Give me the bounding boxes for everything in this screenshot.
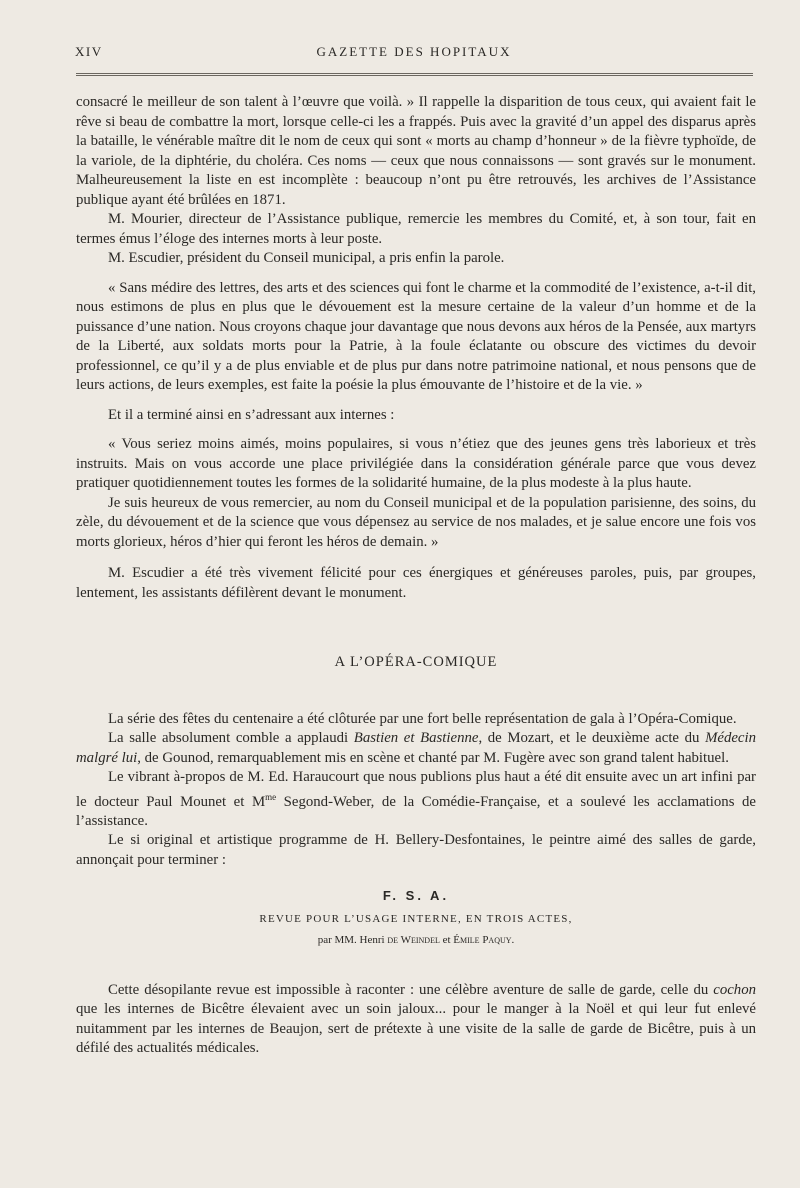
work-title: Bastien et Bastienne (353, 730, 479, 746)
paragraph: La série des fêtes du centenaire a été clôturée par une fort belle représentation de gala à l’Opéra-Comique. (108, 710, 737, 727)
paragraph: Et il a terminé ainsi en s’adressant aux internes : (108, 406, 395, 423)
section-heading: A L’OPÉRA-COMIQUE (334, 654, 498, 670)
work-title: Médecin malgré lui (76, 730, 756, 766)
revue-subtitle: REVUE POUR L’USAGE INTERNE, EN TROIS ACTES, (259, 912, 573, 925)
header-rule (76, 73, 753, 76)
journal-title: GAZETTE DES HOPITAUX (316, 44, 512, 59)
article-body (76, 93, 756, 1059)
page-number: XIV (75, 44, 103, 59)
revue-authors: par MM. Henri de Weindel et Émile Paquy. (317, 934, 515, 947)
paragraph: M. Mourier, directeur de l’Assistance publique, remercie les membres du Comité, et, à son tour, fait en termes émus l’éloge des internes morts à leur poste. (76, 211, 756, 247)
revue-name: F. S. A. (382, 888, 450, 904)
running-head (75, 44, 753, 64)
revue-title-block (76, 886, 756, 951)
paragraph: Cette désopilante revue est impossible à raconter : une célèbre aventure de salle de garde, celle du cochon que les internes de Bicêtre élevaient avec un soin jaloux... pour le manger à la Noël et qui leur fut enlevé nuitamment par les internes de Beaujon, sert de prétexte à une visite de la salle de garde de Bicêtre, puis à un défilé des actualités médicales. (76, 981, 756, 1057)
paragraph: M. Escudier, président du Conseil municipal, a pris enfin la parole. (108, 250, 505, 266)
quotation-paragraph: Je suis heureux de vous remercier, au nom du Conseil municipal et de la population parisienne, des soins, du zèle, du dévouement et de la science que vous dépensez au service de nos malades, et je salue encore une fois vos morts glorieux, héros d’hier qui feront les héros de demain. » (76, 494, 756, 550)
paragraph: M. Escudier a été très vivement félicité pour ces énergiques et généreuses paroles, puis, par groupes, lentement, les assistants défilèrent devant le monument. (76, 565, 756, 601)
quotation-paragraph: « Sans médire des lettres, des arts et des sciences qui font le charme et la commodité de l’existence, a-t-il dit, nous estimons de plus en plus que le dévouement est la mesure certaine de la valeur d’un homme et de la puissance d’une nation. Nous croyons chaque jour davantage que nous devons aux héros de la Pensée, aux martyrs de la Liberté, aux soldats morts pour la Patrie, à la foule éclatante ou obscure des victimes du devoir professionnel, ce qu’il y a de plus enviable et de plus pur dans notre patrimoine national, et nous pensons que de leurs actions, de leurs exemples, est faite la poésie la plus émouvante de l’histoire et de la vie. » (76, 279, 756, 393)
paragraph: La salle absolument comble a applaudi Bastien et Bastienne, de Mozart, et le deuxième acte du Médecin malgré lui, de Gounod, remarquablement mis en scène et chanté par M. Fugère avec son grand talent habituel. (76, 730, 756, 766)
paragraph: consacré le meilleur de son talent à l’œuvre que voilà. » Il rappelle la disparition de tous ceux, qui avaient fait le rêve si beau de combattre la mort, lorsque celle-ci les a frappés. Puis avec la gravité d’un appel des disparus après la bataille, le vénérable maître dit le nom de ceux qui sont « morts au champ d’honneur » de la fièvre typhoïde, de la variole, de la diphtérie, du choléra. Ces noms — ceux que nous connaissons — sont gravés sur le monument. Malheureusement la liste en est incomplète : beaucoup n’ont pu être retrouvés, les archives de l’Assistance publique ayant été brûlées en 1871. (76, 94, 756, 208)
paragraph: Le vibrant à-propos de M. Ed. Haraucourt que nous publions plus haut a été dit ensuite avec un art infini par le docteur Paul Mounet et $M^{me}$ Segond-Weber, de la Comédie-Française, et a soulevé les acclamations de l’assistance. (76, 769, 757, 829)
paragraph: Le si original et artistique programme de H. Bellery-Desfontaines, le peintre aimé des salles de garde, annonçait pour terminer : (76, 832, 756, 868)
quotation-paragraph: « Vous seriez moins aimés, moins populaires, si vous n’étiez que des jeunes gens très laborieux et très instruits. Mais on vous accorde une place privilégiée dans la considération générale parce que vous devez pratiquer quotidiennement toutes les formes de la solidarité humaine, de la plus modeste à la plus haute. (76, 436, 756, 491)
